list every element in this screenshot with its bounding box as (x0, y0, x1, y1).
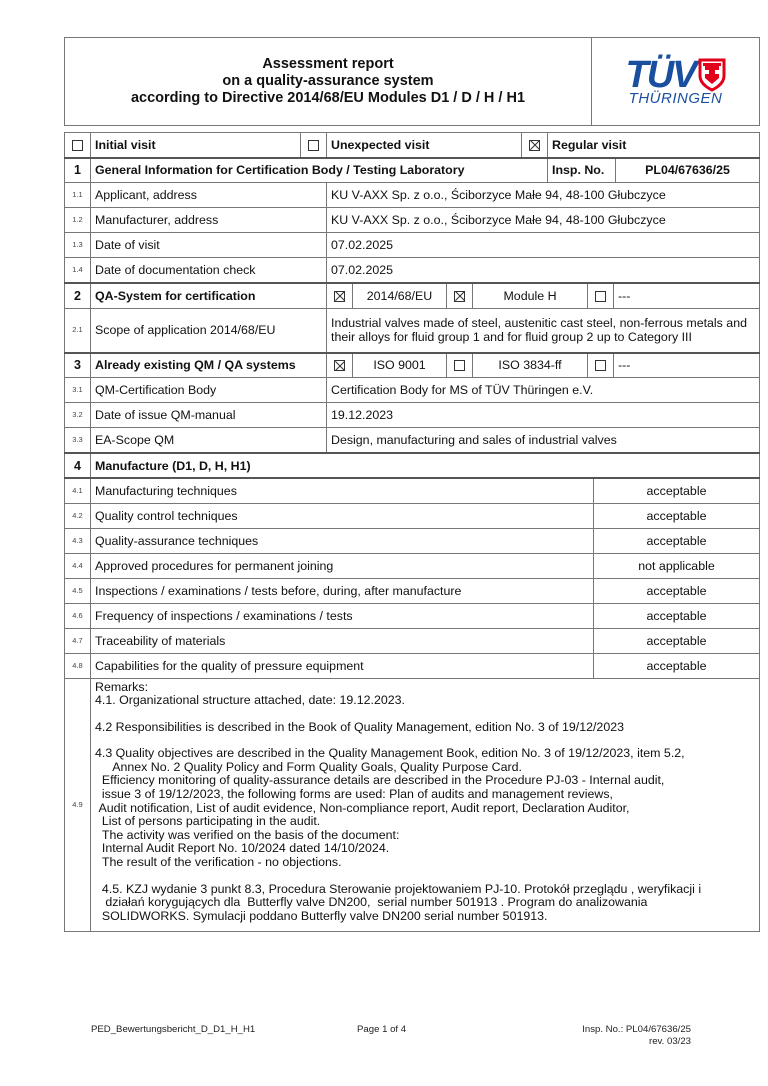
row-status: not applicable (594, 553, 760, 578)
row-status: acceptable (594, 503, 760, 528)
remarks-line: Audit notification, List of audit evidence, Non-compliance report, Audit report, Declaration Auditor, (95, 800, 630, 815)
checked-checkbox-icon (454, 291, 465, 302)
table-row (65, 603, 760, 628)
title-line-2: on a quality-assurance system (222, 73, 434, 89)
row-status: acceptable (594, 628, 760, 653)
section-title: General Information for Certification Body / Testing Laboratory (91, 158, 548, 183)
section-number: 2 (65, 283, 91, 308)
row-value: 07.02.2025 (327, 233, 760, 258)
table-row (65, 258, 760, 283)
row-number: 4.2 (65, 503, 91, 528)
row-label: Date of visit (91, 233, 327, 258)
remarks-line: List of persons participating in the audit. (95, 814, 321, 829)
row-number: 1.3 (65, 233, 91, 258)
row-label: Capabilities for the quality of pressure equipment (91, 653, 594, 678)
remarks-line (95, 870, 755, 883)
table-row (65, 208, 760, 233)
section-2-header (65, 283, 760, 308)
section-1-header (65, 158, 760, 183)
row-status: acceptable (594, 528, 760, 553)
row-number: 4.9 (65, 678, 91, 932)
option-label: Module H (473, 283, 588, 308)
initial-visit-checkbox[interactable] (65, 133, 91, 158)
row-number: 1.2 (65, 208, 91, 233)
table-row (65, 403, 760, 428)
section-1-rows (64, 182, 760, 283)
row-label: Date of issue QM-manual (91, 403, 327, 428)
row-label: QM-Certification Body (91, 378, 327, 403)
remarks-line: The activity was verified on the basis of the document: (95, 827, 400, 842)
unexpected-visit-label: Unexpected visit (327, 133, 522, 158)
remarks-line: The result of the verification - no objections. (95, 855, 342, 870)
row-number: 3.3 (65, 428, 91, 453)
row-status: acceptable (594, 603, 760, 628)
remarks-line: Remarks: (95, 679, 149, 694)
section-number: 4 (65, 453, 91, 478)
section-number: 3 (65, 353, 91, 378)
remarks-line: działań korygujących dla Butterfly valve DN200, serial number 501913 . Program do analizowania (95, 895, 648, 910)
section-number: 1 (65, 158, 91, 183)
row-label: Inspections / examinations / tests before, during, after manufacture (91, 578, 594, 603)
tuv-logo (592, 38, 760, 126)
row-label: Scope of application 2014/68/EU (91, 308, 327, 352)
option-checkbox[interactable] (588, 283, 614, 308)
row-value: KU V-AXX Sp. z o.o., Ściborzyce Małe 94, 48-100 Głubczyce (327, 208, 760, 233)
footer-revision: rev. 03/23 (649, 1036, 691, 1047)
checked-checkbox-icon (334, 360, 345, 371)
checked-checkbox-icon (529, 140, 540, 151)
remarks-line: 4.2 Responsibilities is described in the Book of Quality Management, edition No. 3 of 19/12/2023 (95, 719, 624, 734)
option-checkbox[interactable] (447, 283, 473, 308)
remarks-line: 4.1. Organizational structure attached, date: 19.12.2023. (95, 693, 405, 708)
title-line-1: Assessment report (262, 56, 394, 72)
table-row (65, 553, 760, 578)
report-title (65, 38, 592, 126)
row-value: Industrial valves made of steel, austenitic cast steel, non-ferrous metals and their alloys for fluid group 1 and for fluid group 2 up to Category III (327, 308, 760, 352)
insp-no-value: PL04/67636/25 (616, 158, 760, 183)
row-status: acceptable (594, 478, 760, 503)
row-number: 2.1 (65, 308, 91, 352)
row-value: Design, manufacturing and sales of industrial valves (327, 428, 760, 453)
report-page (64, 37, 760, 932)
checkbox-icon (454, 360, 465, 371)
option-label: ISO 3834-ff (473, 353, 588, 378)
table-row (65, 628, 760, 653)
checkbox-icon (595, 360, 606, 371)
row-label: Applicant, address (91, 183, 327, 208)
row-number: 4.5 (65, 578, 91, 603)
row-status: acceptable (594, 578, 760, 603)
section-3-table (64, 352, 760, 454)
row-number: 4.1 (65, 478, 91, 503)
footer-page-number: Page 1 of 4 (357, 1024, 407, 1035)
table-row (65, 428, 760, 453)
remarks-row (65, 678, 760, 932)
remarks-line: Annex No. 2 Quality Policy and Form Quality Goals, Quality Purpose Card. (95, 759, 522, 774)
row-label: Manufacturing techniques (91, 478, 594, 503)
insp-no-label: Insp. No. (548, 158, 616, 183)
table-row (65, 528, 760, 553)
regular-visit-label: Regular visit (548, 133, 760, 158)
table-row (65, 653, 760, 678)
title-line-3: according to Directive 2014/68/EU Modules D1 / D / H / H1 (130, 90, 526, 106)
remarks-line: SOLIDWORKS. Symulacji poddano Butterfly valve DN200 serial number 501913. (95, 908, 548, 923)
footer-doc-name: PED_Bewertungsbericht_D_D1_H_H1 (91, 1024, 256, 1035)
table-row (65, 503, 760, 528)
remarks-line: Internal Audit Report No. 10/2024 dated 14/10/2024. (95, 841, 390, 856)
remarks-line (95, 708, 755, 721)
row-label: Quality control techniques (91, 503, 594, 528)
remarks-line: 4.3 Quality objectives are described in the Quality Management Book, edition No. 3 of 19/12/2023, item 5.2, (95, 746, 685, 761)
checkbox-icon (595, 291, 606, 302)
option-label: 2014/68/EU (353, 283, 447, 308)
lion-shield-icon (698, 58, 726, 92)
logo-brand-text: TÜV (625, 53, 696, 96)
row-label: Traceability of materials (91, 628, 594, 653)
checkbox-icon (72, 140, 83, 151)
row-number: 4.3 (65, 528, 91, 553)
section-2-table (64, 282, 760, 353)
row-number: 4.8 (65, 653, 91, 678)
table-row (65, 308, 760, 352)
checked-checkbox-icon (334, 291, 345, 302)
unexpected-visit-checkbox[interactable] (301, 133, 327, 158)
option-checkbox[interactable] (447, 353, 473, 378)
section-title: Manufacture (D1, D, H, H1) (91, 453, 760, 478)
row-label: Quality-assurance techniques (91, 528, 594, 553)
table-row (65, 233, 760, 258)
option-checkbox[interactable] (327, 283, 353, 308)
row-value: 07.02.2025 (327, 258, 760, 283)
remarks-line: issue 3 of 19/12/2023, the following forms are used: Plan of audits and management reviews, (95, 787, 613, 802)
checkbox-icon (308, 140, 319, 151)
row-value: KU V-AXX Sp. z o.o., Ściborzyce Małe 94, 48-100 Głubczyce (327, 183, 760, 208)
row-number: 4.7 (65, 628, 91, 653)
row-number: 1.1 (65, 183, 91, 208)
section-title: Already existing QM / QA systems (91, 353, 327, 378)
table-row (65, 478, 760, 503)
footer-insp-no: Insp. No.: PL04/67636/25 (582, 1024, 691, 1035)
visit-type-row (65, 133, 760, 158)
option-label: --- (614, 353, 760, 378)
option-checkbox[interactable] (588, 353, 614, 378)
option-label: ISO 9001 (353, 353, 447, 378)
row-value: Certification Body for MS of TÜV Thüringen e.V. (327, 378, 760, 403)
row-label: Frequency of inspections / examinations / tests (91, 603, 594, 628)
remarks-text (91, 678, 760, 932)
row-number: 4.6 (65, 603, 91, 628)
remarks-line: Efficiency monitoring of quality-assurance details are described in the Procedure PJ-03 - Internal audit, (95, 773, 665, 788)
row-number: 3.2 (65, 403, 91, 428)
row-label: Manufacturer, address (91, 208, 327, 233)
visit-and-general-table (64, 132, 760, 183)
row-value: 19.12.2023 (327, 403, 760, 428)
initial-visit-label: Initial visit (91, 133, 301, 158)
section-title: QA-System for certification (91, 283, 327, 308)
row-number: 1.4 (65, 258, 91, 283)
section-4-table (64, 452, 760, 932)
row-number: 3.1 (65, 378, 91, 403)
logo-sub-text: THÜRINGEN (628, 89, 723, 107)
row-status: acceptable (594, 653, 760, 678)
row-label: Approved procedures for permanent joining (91, 553, 594, 578)
report-header (64, 37, 760, 126)
table-row (65, 578, 760, 603)
option-label: --- (614, 283, 760, 308)
row-label: Date of documentation check (91, 258, 327, 283)
table-row (65, 183, 760, 208)
row-label: EA-Scope QM (91, 428, 327, 453)
remarks-line: 4.5. KZJ wydanie 3 punkt 8.3, Procedura Sterowanie projektowaniem PJ-10. Protokół przeglądu , weryfikacji i (95, 881, 702, 896)
footer-insp (582, 1024, 691, 1048)
table-row (65, 378, 760, 403)
option-checkbox[interactable] (327, 353, 353, 378)
regular-visit-checkbox[interactable] (522, 133, 548, 158)
row-number: 4.4 (65, 553, 91, 578)
section-4-header (65, 453, 760, 478)
section-3-header (65, 353, 760, 378)
